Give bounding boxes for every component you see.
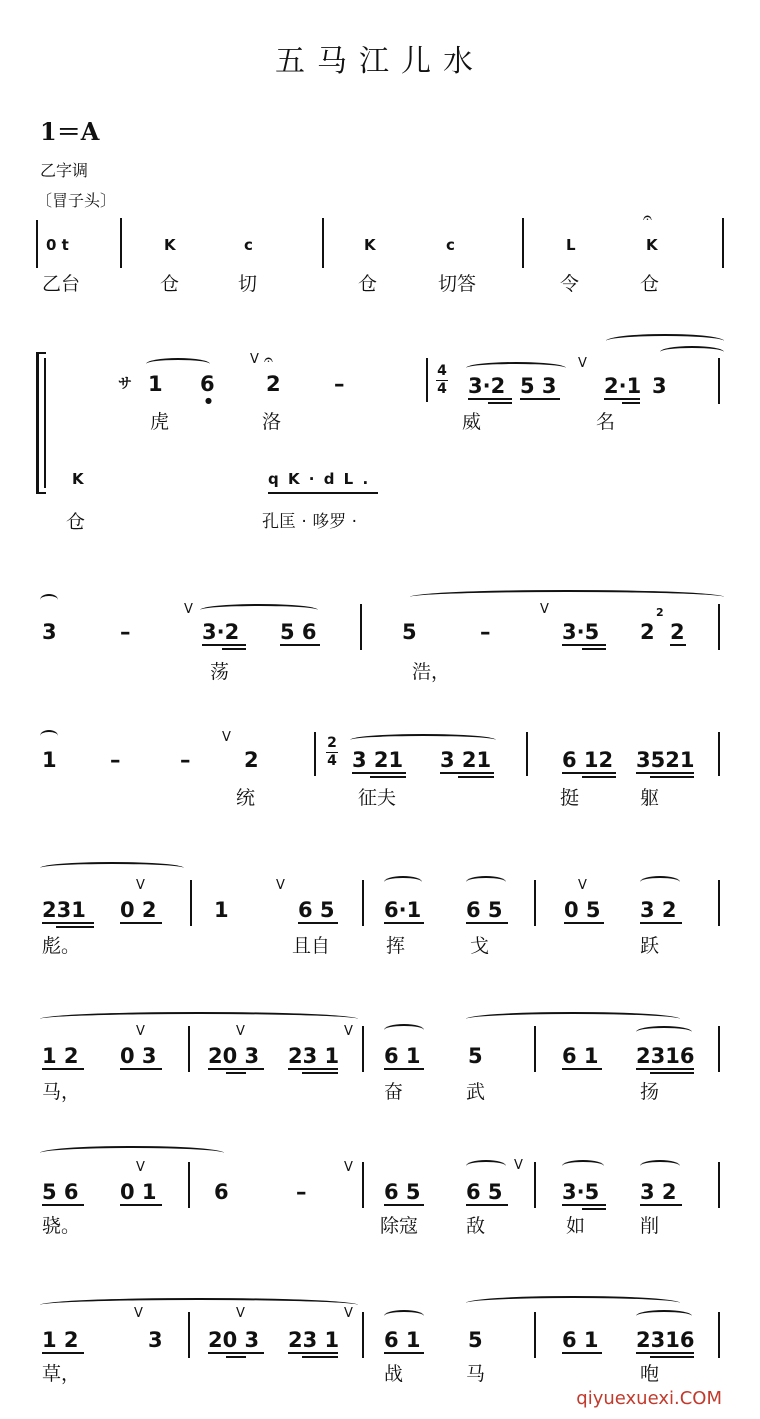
slur	[562, 1160, 604, 1172]
slur	[384, 1310, 424, 1322]
system-bracket-inner	[44, 358, 46, 488]
underline	[42, 922, 94, 924]
note: 0 5	[564, 898, 601, 922]
note: 6 1	[384, 1044, 421, 1068]
lyric: 孔匡 · 哆罗 ·	[262, 512, 358, 532]
underline	[604, 398, 640, 400]
note: 2	[670, 620, 685, 644]
underline	[582, 1208, 606, 1210]
slur	[640, 876, 680, 888]
perc-syllable: K	[364, 236, 376, 254]
barline	[362, 1026, 364, 1072]
note: –	[296, 1180, 307, 1204]
breath-mark: V	[136, 1160, 145, 1175]
barline	[722, 218, 724, 268]
underline	[298, 922, 338, 924]
note: 3 21	[352, 748, 404, 772]
slur	[40, 730, 58, 742]
note: –	[480, 620, 491, 644]
barline	[718, 358, 720, 404]
bracket-cap	[36, 352, 46, 354]
lyric: 名	[596, 411, 616, 433]
perc-syllable: K	[164, 236, 176, 254]
slur	[350, 734, 496, 746]
underline	[650, 776, 694, 778]
slur	[466, 1296, 680, 1310]
qupai-label: 〔冒子头〕	[36, 191, 117, 210]
lyric: 乙台	[42, 273, 81, 295]
barline	[188, 1162, 190, 1208]
barline	[360, 604, 362, 650]
underline	[384, 1204, 424, 1206]
breath-mark: V	[514, 1158, 523, 1173]
lyric: 扬	[640, 1081, 660, 1103]
breath-mark: V	[344, 1024, 353, 1039]
lyric: 战	[384, 1363, 404, 1385]
note: 5	[468, 1328, 483, 1352]
barline	[718, 732, 720, 776]
underline	[582, 648, 606, 650]
note: 6 5	[466, 898, 503, 922]
barline	[522, 218, 524, 268]
underline	[352, 772, 406, 774]
lyric: 彪。	[42, 935, 81, 957]
lyric: 虎	[150, 411, 170, 433]
underline	[208, 1352, 264, 1354]
note: 5 6	[280, 620, 317, 644]
breath-mark: V	[344, 1306, 353, 1321]
underline	[468, 398, 512, 400]
lyric: 咆	[640, 1363, 660, 1385]
underline	[562, 1204, 606, 1206]
note: 2·1	[604, 374, 642, 398]
underline	[636, 772, 694, 774]
underline	[42, 1352, 84, 1354]
underline	[622, 402, 640, 404]
note: 0 2	[120, 898, 157, 922]
breath-mark: V	[578, 356, 587, 371]
bracket-cap	[36, 492, 46, 494]
note: 0 1	[120, 1180, 157, 1204]
site-watermark: qiyuexuexi.COM	[576, 1388, 722, 1409]
underline	[226, 1072, 246, 1074]
note: 1	[148, 372, 163, 396]
slur	[466, 1012, 680, 1026]
fermata-icon: 𝄐	[264, 350, 273, 369]
underline	[670, 644, 686, 646]
slur	[40, 1298, 358, 1312]
breath-mark: V	[236, 1306, 245, 1321]
underline	[564, 922, 604, 924]
note: –	[180, 748, 191, 772]
underline	[384, 1068, 424, 1070]
note: 6·1	[384, 898, 422, 922]
low-octave-dot: ●	[205, 396, 212, 405]
perc-syllable: c	[446, 236, 455, 254]
lyric: 挥	[386, 935, 406, 957]
barline	[190, 880, 192, 926]
barline	[718, 1312, 720, 1358]
breath-mark: V	[250, 352, 259, 367]
note: 1	[42, 748, 57, 772]
note: 5 3	[520, 374, 557, 398]
key-signature: 1＝A	[40, 117, 100, 146]
perc-syllable: c	[244, 236, 253, 254]
underline	[302, 1356, 338, 1358]
barline	[718, 1026, 720, 1072]
system-bracket	[36, 352, 39, 494]
lyric: 洛	[262, 411, 282, 433]
time-sig-numerator: 2	[327, 735, 337, 751]
note: 1 2	[42, 1044, 79, 1068]
underline	[302, 1072, 338, 1074]
note: 0 3	[120, 1044, 157, 1068]
note: 6 5	[384, 1180, 421, 1204]
breath-mark: V	[540, 602, 549, 617]
note: 3 2	[640, 1180, 677, 1204]
note: 6 5	[466, 1180, 503, 1204]
slur	[200, 604, 318, 616]
note: 5	[402, 620, 417, 644]
slur	[466, 362, 566, 374]
note: 20 3	[208, 1044, 260, 1068]
note: 3·5	[562, 1180, 600, 1204]
barline	[718, 880, 720, 926]
underline	[370, 776, 406, 778]
free-meter-mark: サ	[118, 376, 132, 392]
underline	[562, 772, 616, 774]
lyric: 削	[640, 1215, 660, 1237]
grace-note: 2	[656, 606, 664, 619]
slur	[40, 1012, 358, 1026]
breath-mark: V	[136, 1024, 145, 1039]
barline	[188, 1026, 190, 1072]
underline	[562, 644, 606, 646]
breath-mark: V	[134, 1306, 143, 1321]
underline	[202, 644, 246, 646]
note: 3·5	[562, 620, 600, 644]
underline	[226, 1356, 246, 1358]
lyric: 戈	[470, 935, 490, 957]
underline	[640, 922, 682, 924]
lyric: 马，	[42, 1081, 81, 1103]
note: 2	[266, 372, 281, 396]
underline	[582, 776, 616, 778]
slur	[636, 1026, 692, 1038]
lyric: 切答	[438, 273, 477, 295]
underline	[120, 1068, 162, 1070]
barline	[314, 732, 316, 776]
barline	[526, 732, 528, 776]
note: 6	[200, 372, 215, 396]
slur	[466, 876, 506, 888]
barline	[362, 1162, 364, 1208]
lyric: 仓	[66, 511, 86, 533]
note: –	[334, 372, 345, 396]
underline	[120, 1204, 162, 1206]
note: 2316	[636, 1044, 695, 1068]
lyric: 草，	[42, 1363, 81, 1385]
note: 23 1	[288, 1328, 340, 1352]
note: 3 2	[640, 898, 677, 922]
slur	[410, 590, 724, 604]
note: 3	[148, 1328, 163, 1352]
underline	[280, 644, 320, 646]
slur	[384, 876, 422, 888]
note: 3	[42, 620, 57, 644]
barline	[718, 1162, 720, 1208]
time-sig-numerator: 4	[437, 363, 447, 379]
slur	[146, 358, 210, 370]
lyric: 仓	[358, 273, 378, 295]
barline	[362, 1312, 364, 1358]
note: 23 1	[288, 1044, 340, 1068]
note: 3521	[636, 748, 695, 772]
note: 6 12	[562, 748, 614, 772]
breath-mark: V	[222, 730, 231, 745]
barline	[426, 358, 428, 402]
underline	[458, 776, 494, 778]
barline	[534, 1312, 536, 1358]
time-signature	[326, 736, 338, 769]
slur	[640, 1160, 680, 1172]
lyric: 且自	[292, 935, 331, 957]
lyric: 躯	[640, 787, 660, 809]
slur	[384, 1024, 424, 1036]
lyric: 骁。	[42, 1215, 81, 1237]
lyric: 武	[466, 1081, 486, 1103]
underline	[268, 492, 378, 494]
barline	[534, 1162, 536, 1208]
underline	[42, 1204, 84, 1206]
note: 5 6	[42, 1180, 79, 1204]
breath-mark: V	[236, 1024, 245, 1039]
lyric: 令	[560, 273, 580, 295]
note: 3·2	[202, 620, 240, 644]
note: 231	[42, 898, 86, 922]
note: 3 21	[440, 748, 492, 772]
note: 1	[214, 898, 229, 922]
underline	[562, 1068, 602, 1070]
lyric: 奋	[384, 1081, 404, 1103]
note: 6 1	[562, 1044, 599, 1068]
slur	[40, 594, 58, 606]
lyric: 除寇	[380, 1215, 419, 1237]
note: –	[120, 620, 131, 644]
lyric: 挺	[560, 787, 580, 809]
underline	[636, 1352, 694, 1354]
underline	[650, 1072, 694, 1074]
breath-mark: V	[276, 878, 285, 893]
slur	[40, 1146, 224, 1160]
underline	[650, 1356, 694, 1358]
underline	[640, 1204, 682, 1206]
note: 2316	[636, 1328, 695, 1352]
underline	[466, 1204, 508, 1206]
fermata-icon: 𝄐	[643, 208, 652, 227]
lyric: 荡	[210, 661, 230, 683]
underline	[384, 1352, 424, 1354]
underline	[120, 922, 162, 924]
note: 1 2	[42, 1328, 79, 1352]
lyric: 跃	[640, 935, 660, 957]
lyric: 马	[466, 1363, 486, 1385]
barline	[36, 220, 38, 268]
mode-label: 乙字调	[40, 161, 89, 180]
lyric: 威	[462, 411, 482, 433]
perc-syllable: q K · d L .	[268, 470, 371, 488]
note: 20 3	[208, 1328, 260, 1352]
lyric: 仓	[160, 273, 180, 295]
lyric: 仓	[640, 273, 660, 295]
lyric: 切	[238, 273, 258, 295]
barline	[534, 1026, 536, 1072]
underline	[384, 922, 424, 924]
note: 6	[214, 1180, 229, 1204]
underline	[562, 1352, 602, 1354]
underline	[208, 1068, 264, 1070]
breath-mark: V	[136, 878, 145, 893]
underline	[488, 402, 512, 404]
page-title: 五马江儿水	[275, 44, 485, 79]
slur	[660, 346, 724, 358]
underline	[288, 1352, 338, 1354]
lyric: 统	[236, 787, 256, 809]
barline	[718, 604, 720, 650]
underline	[466, 922, 508, 924]
underline	[222, 648, 246, 650]
note: 3	[652, 374, 667, 398]
underline	[520, 398, 560, 400]
breath-mark: V	[184, 602, 193, 617]
time-sig-denominator: 4	[327, 753, 337, 769]
time-sig-denominator: 4	[437, 381, 447, 397]
perc-syllable: L	[566, 236, 576, 254]
slur	[40, 862, 184, 874]
time-signature	[436, 364, 448, 397]
note: 6 1	[562, 1328, 599, 1352]
underline	[56, 926, 94, 928]
breath-mark: V	[578, 878, 587, 893]
barline	[188, 1312, 190, 1358]
note: 2	[244, 748, 259, 772]
slur	[466, 1160, 506, 1172]
barline	[534, 880, 536, 926]
perc-syllable: K	[72, 470, 84, 488]
underline	[42, 1068, 84, 1070]
note: 6 5	[298, 898, 335, 922]
note: 6 1	[384, 1328, 421, 1352]
perc-syllable: 0 t	[46, 236, 69, 254]
note: –	[110, 748, 121, 772]
note: 3·2	[468, 374, 506, 398]
barline	[120, 218, 122, 268]
note: 2	[640, 620, 655, 644]
note: 5	[468, 1044, 483, 1068]
breath-mark: V	[344, 1160, 353, 1175]
slur	[636, 1310, 692, 1322]
underline	[440, 772, 494, 774]
underline	[636, 1068, 694, 1070]
underline	[288, 1068, 338, 1070]
lyric: 浩，	[412, 661, 451, 683]
perc-syllable: K	[646, 236, 658, 254]
barline	[362, 880, 364, 926]
barline	[322, 218, 324, 268]
lyric: 如	[566, 1215, 586, 1237]
lyric: 敌	[466, 1215, 486, 1237]
lyric: 征夫	[358, 787, 397, 809]
